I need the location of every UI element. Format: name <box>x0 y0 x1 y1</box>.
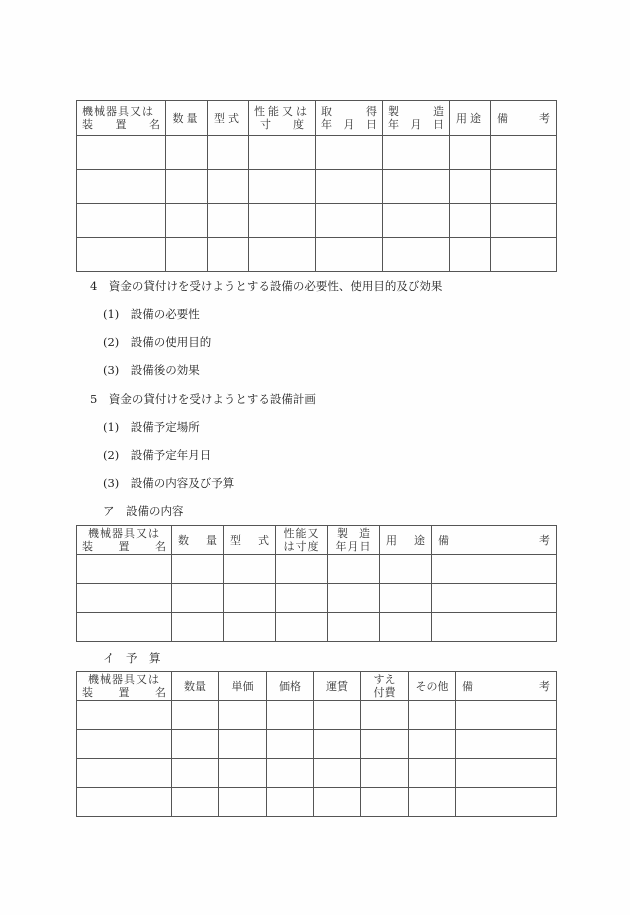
header-text: 運賃 <box>326 679 348 693</box>
table-cell[interactable] <box>432 584 557 613</box>
table-cell[interactable] <box>172 788 219 817</box>
header-text: 装 置 名 <box>82 686 166 699</box>
table-cell[interactable] <box>491 170 557 204</box>
section-5-item-1: (1) 設備予定場所 <box>103 420 200 434</box>
table-row <box>77 584 557 613</box>
header-text: 性能又 <box>283 527 320 540</box>
header-text: 機械器具又は <box>82 105 154 118</box>
header-text: 単価 <box>231 679 254 693</box>
table-row <box>77 701 557 730</box>
section-4-heading: 4 資金の貸付けを受けようとする設備の必要性、使用目的及び効果 <box>90 279 443 293</box>
table-row <box>77 759 557 788</box>
table-cell[interactable] <box>328 613 380 642</box>
header-text: 製 造 <box>337 527 370 540</box>
table-row <box>77 788 557 817</box>
table-cell[interactable] <box>316 204 383 238</box>
table-cell[interactable] <box>77 584 172 613</box>
table-cell[interactable] <box>383 238 450 272</box>
header-text: 途 <box>414 533 425 547</box>
table-cell[interactable] <box>77 759 172 788</box>
table-cell[interactable] <box>267 730 314 759</box>
table-cell[interactable] <box>224 613 276 642</box>
table-cell[interactable] <box>172 701 219 730</box>
table-cell[interactable] <box>316 238 383 272</box>
header-text: すえ <box>373 673 396 686</box>
table-cell[interactable] <box>172 730 219 759</box>
table-cell[interactable] <box>361 730 409 759</box>
header-text: 量 <box>206 533 217 547</box>
section-5-item-3: (3) 設備の内容及び予算 <box>103 476 235 490</box>
header-text: 用 <box>386 533 397 547</box>
header-text: 備 <box>438 533 449 547</box>
table-cell[interactable] <box>456 730 557 759</box>
header-text: 付費 <box>373 686 396 699</box>
section-4-item-1: (1) 設備の必要性 <box>103 307 200 321</box>
header-text: 用途 <box>456 111 484 125</box>
header-type <box>224 526 276 555</box>
header-text: その他 <box>415 679 449 693</box>
table-cell[interactable] <box>224 584 276 613</box>
table-cell[interactable] <box>361 701 409 730</box>
header-text: 数 <box>178 533 189 547</box>
table-cell[interactable] <box>208 204 249 238</box>
table-cell[interactable] <box>267 701 314 730</box>
table-cell[interactable] <box>383 170 450 204</box>
table-cell[interactable] <box>383 136 450 170</box>
header-text: 考 <box>539 111 550 125</box>
table-cell[interactable] <box>249 204 316 238</box>
table-cell[interactable] <box>409 788 456 817</box>
table-cell[interactable] <box>276 613 328 642</box>
table-cell[interactable] <box>166 136 208 170</box>
table-cell[interactable] <box>450 204 491 238</box>
header-text: 寸 度 <box>260 118 304 131</box>
header-installation-cost <box>361 672 409 701</box>
header-acquisition-date <box>316 101 383 136</box>
header-text: 機械器具又は <box>88 527 160 540</box>
table-cell[interactable] <box>456 701 557 730</box>
section-4-item-2: (2) 設備の使用目的 <box>103 335 212 349</box>
table-cell[interactable] <box>314 701 361 730</box>
table-cell[interactable] <box>491 136 557 170</box>
table-cell[interactable] <box>219 701 267 730</box>
header-equipment-name <box>77 672 172 701</box>
table-cell[interactable] <box>380 584 432 613</box>
header-text: 年月日 <box>335 540 372 553</box>
table-cell[interactable] <box>328 584 380 613</box>
header-unit-price <box>219 672 267 701</box>
subsection-a-heading: ア 設備の内容 <box>103 504 184 518</box>
table-cell[interactable] <box>316 170 383 204</box>
table-cell[interactable] <box>491 238 557 272</box>
table-cell[interactable] <box>267 788 314 817</box>
header-text: 年 月 日 <box>388 118 444 131</box>
table-cell[interactable] <box>224 555 276 584</box>
table-cell[interactable] <box>361 759 409 788</box>
table-cell[interactable] <box>77 238 166 272</box>
header-quantity <box>166 101 208 136</box>
table-cell[interactable] <box>456 759 557 788</box>
table-cell[interactable] <box>267 759 314 788</box>
header-other <box>409 672 456 701</box>
header-manufacture-date <box>328 526 380 555</box>
section-5-heading: 5 資金の貸付けを受けようとする設備計画 <box>90 392 316 406</box>
table-cell[interactable] <box>450 170 491 204</box>
table-row <box>77 555 557 584</box>
table-row <box>77 613 557 642</box>
table-cell[interactable] <box>316 136 383 170</box>
table-cell[interactable] <box>77 136 166 170</box>
table-cell[interactable] <box>219 788 267 817</box>
header-text: 式 <box>258 533 269 547</box>
equipment-table <box>76 100 557 272</box>
subsection-b-heading: イ 予 算 <box>103 651 161 665</box>
table-cell[interactable] <box>172 613 224 642</box>
header-text: 備 <box>462 679 473 693</box>
header-performance <box>249 101 316 136</box>
header-equipment-name <box>77 526 172 555</box>
header-manufacture-date <box>383 101 450 136</box>
table-cell[interactable] <box>208 170 249 204</box>
table-row <box>77 730 557 759</box>
table-cell[interactable] <box>166 204 208 238</box>
header-text: 年 月 日 <box>321 118 377 131</box>
table-cell[interactable] <box>450 136 491 170</box>
table-cell[interactable] <box>383 204 450 238</box>
table-cell[interactable] <box>77 204 166 238</box>
table-cell[interactable] <box>314 759 361 788</box>
table-cell[interactable] <box>409 759 456 788</box>
header-text: 装 置 名 <box>82 540 166 553</box>
table-cell[interactable] <box>77 730 172 759</box>
table-cell[interactable] <box>77 613 172 642</box>
header-text: 考 <box>539 533 550 547</box>
table-cell[interactable] <box>77 170 166 204</box>
table-cell[interactable] <box>380 555 432 584</box>
table-row <box>77 136 557 170</box>
header-text: 数量 <box>184 679 206 693</box>
header-quantity <box>172 672 219 701</box>
header-type <box>208 101 249 136</box>
table-row <box>77 170 557 204</box>
header-text: は寸度 <box>283 540 320 553</box>
header-usage <box>380 526 432 555</box>
header-freight <box>314 672 361 701</box>
table-cell[interactable] <box>172 759 219 788</box>
header-quantity <box>172 526 224 555</box>
table-cell[interactable] <box>249 238 316 272</box>
header-text: 取 得 <box>321 105 377 118</box>
table-cell[interactable] <box>172 584 224 613</box>
header-usage <box>450 101 491 136</box>
header-remarks <box>432 526 557 555</box>
header-text: 数量 <box>172 111 201 125</box>
table-cell[interactable] <box>219 759 267 788</box>
table-cell[interactable] <box>166 170 208 204</box>
table-row <box>77 204 557 238</box>
table-cell[interactable] <box>208 136 249 170</box>
table-cell[interactable] <box>432 613 557 642</box>
header-text: 製 造 <box>388 105 444 118</box>
table-cell[interactable] <box>328 555 380 584</box>
header-text: 型 <box>230 533 241 547</box>
header-text: 型式 <box>214 111 242 125</box>
header-text: 装 置 名 <box>82 118 160 131</box>
table-cell[interactable] <box>276 555 328 584</box>
table-row <box>77 238 557 272</box>
budget-table <box>76 671 557 817</box>
header-text: 備 <box>497 111 508 125</box>
table-cell[interactable] <box>361 788 409 817</box>
table-cell[interactable] <box>249 136 316 170</box>
table-cell[interactable] <box>314 788 361 817</box>
section-5-item-2: (2) 設備予定年月日 <box>103 448 212 462</box>
header-text: 性能又は <box>254 105 310 118</box>
header-equipment-name <box>77 101 166 136</box>
table-cell[interactable] <box>450 238 491 272</box>
table-cell[interactable] <box>276 584 328 613</box>
table-cell[interactable] <box>219 730 267 759</box>
table-cell[interactable] <box>314 730 361 759</box>
header-text: 機械器具又は <box>88 673 160 686</box>
table-cell[interactable] <box>172 555 224 584</box>
table-cell[interactable] <box>380 613 432 642</box>
table-cell[interactable] <box>456 788 557 817</box>
header-performance <box>276 526 328 555</box>
table-cell[interactable] <box>491 204 557 238</box>
header-text: 考 <box>539 679 550 693</box>
table-cell[interactable] <box>77 788 172 817</box>
equipment-content-table <box>76 525 557 642</box>
table-cell[interactable] <box>432 555 557 584</box>
header-remarks <box>491 101 557 136</box>
table-cell[interactable] <box>409 701 456 730</box>
table-cell[interactable] <box>77 701 172 730</box>
header-text: 価格 <box>279 679 301 693</box>
table-cell[interactable] <box>166 238 208 272</box>
header-price <box>267 672 314 701</box>
section-4-item-3: (3) 設備後の効果 <box>103 363 200 377</box>
table-cell[interactable] <box>409 730 456 759</box>
header-remarks <box>456 672 557 701</box>
table-cell[interactable] <box>77 555 172 584</box>
table-cell[interactable] <box>249 170 316 204</box>
table-cell[interactable] <box>208 238 249 272</box>
